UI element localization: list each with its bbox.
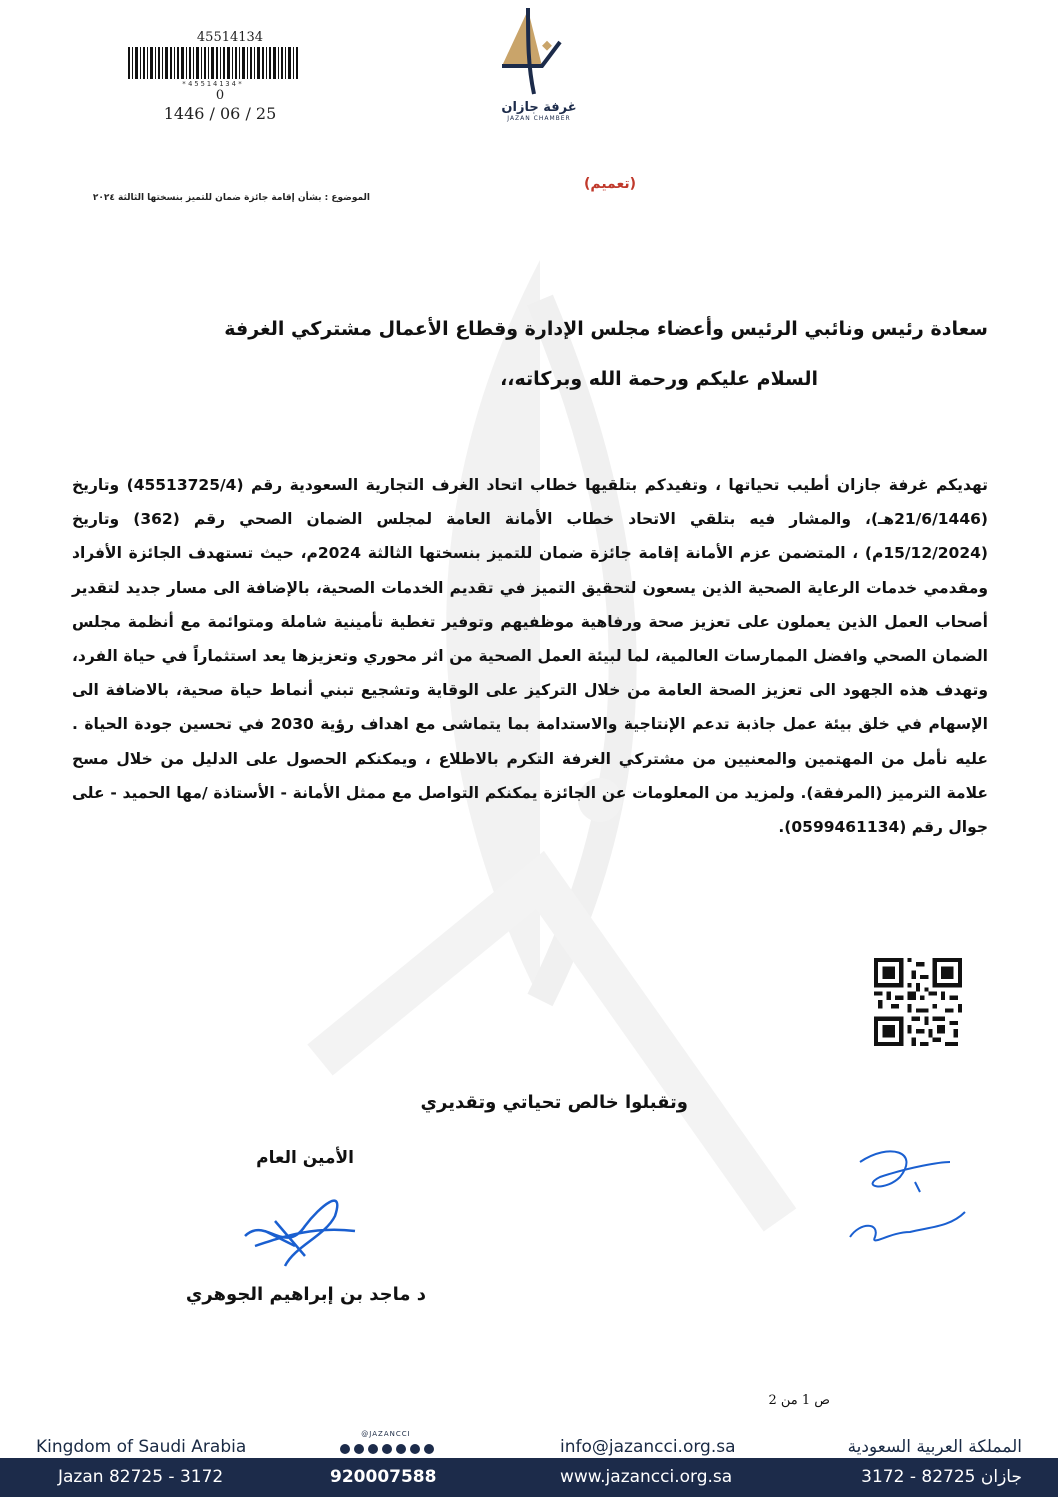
- footer-country-ar: المملكة العربية السعودية: [847, 1437, 1022, 1457]
- social-icons[interactable]: [338, 1442, 438, 1456]
- social-icon: [354, 1444, 364, 1454]
- footer-phone[interactable]: 920007588: [330, 1467, 437, 1487]
- letter-greeting: السلام عليكم ورحمة الله وبركاته،،: [500, 368, 818, 390]
- qr-code[interactable]: [874, 958, 962, 1046]
- initials-mark: [830, 1132, 980, 1262]
- hijri-date: 1446 / 06 / 25: [163, 104, 277, 123]
- logo-text-ar: غرفة جازان: [501, 100, 577, 115]
- social-icon: [424, 1444, 434, 1454]
- barcode-digits: *45514134*: [181, 80, 245, 88]
- social-icon: [410, 1444, 420, 1454]
- footer-email[interactable]: info@jazancci.org.sa: [560, 1437, 736, 1457]
- circular-label: (تعميم): [583, 176, 637, 192]
- signatory-title: الأمين العام: [256, 1148, 354, 1168]
- social-icon: [368, 1444, 378, 1454]
- letter-body: تهديكم غرفة جازان أطيب تحياتها ، وتفيدكم بتلقيها خطاب اتحاد الغرف التجارية السعودية رقم (45513725/4) وتاريخ (21/6/1446هـ)، والمشار فيه بتلقي الاتحاد خطاب الأمانة العامة لمجلس الضمان الصحي رقم (362) وتاريخ (15/12/2024م) ، المتضمن عزم الأمانة إقامة جائزة ضمان للتميز بنسختها الثالثة 2024م، حيث تستهدف الجائزة الأفراد ومقدمي خدمات الرعاية الصحية الذين يسعون لتحقيق التميز في تقديم الخدمات الصحية، بالإضافة الى مسار جديد لتقدير أصحاب العمل الذين يعملون على تعزيز صحة ورفاهية موظفيهم وتوفير تغطية تأمينية شاملة ومتوائمة مع أنظمة مجلس الضمان الصحي وافضل الممارسات العالمية، لما لبيئة العمل الصحية من اثر محوري وتعزيزها يعد استثماراً في حياة الفرد، وتهدف هذه الجهود الى تعزيز الصحة العامة من خلال التركيز على الوقاية وتشجيع تبني أنماط حياة صحية، بالاضافة الى الإسهام في خلق بيئة عمل جاذبة تدعم الإنتاجية والاستدامة بما يتماشى مع اهداف رؤية 2030 في تحسين جودة الحياة . عليه نأمل من المهتمين والمعنيين من مشتركي الغرفة التكرم بالاطلاع ، ويمكنكم الحصول على الدليل من خلال مسح علامة الترميز (المرفقة). ولمزيد من المعلومات عن الجائزة يمكنكم التواصل مع ممثل الأمانة - الأستاذة /مها الحميد - على جوال رقم (0599461134).: [72, 476, 989, 837]
- footer-address-en: Jazan 82725 - 3172: [58, 1467, 224, 1487]
- signatory-name: د ماجد بن إبراهيم الجوهري: [185, 1284, 426, 1305]
- chamber-logo-icon: [484, 2, 594, 97]
- footer-social-handle[interactable]: @JAZANCCI: [361, 1430, 411, 1438]
- social-icon: [382, 1444, 392, 1454]
- barcode-image: [128, 47, 298, 79]
- social-icon: [340, 1444, 350, 1454]
- chamber-logo: [484, 2, 594, 132]
- footer-address-ar: جازان 82725 - 3172: [861, 1467, 1022, 1487]
- page-number: ص 1 من 2: [768, 1393, 830, 1408]
- social-icon: [396, 1444, 406, 1454]
- letter-addressee: سعادة رئيس ونائبي الرئيس وأعضاء مجلس الإدارة وقطاع الأعمال مشتركي الغرفة: [224, 318, 988, 340]
- barcode-extra: 0: [215, 88, 225, 103]
- letter-subject: الموضوع : بشأن إقامة جائزة ضمان للتميز بنسختها الثالثة ٢٠٢٤: [92, 193, 370, 203]
- signature-image: [225, 1176, 385, 1276]
- letter-closing: وتقبلوا خالص تحياتي وتقديري: [420, 1092, 688, 1113]
- footer-website[interactable]: www.jazancci.org.sa: [560, 1467, 733, 1487]
- logo-text-en: JAZAN CHAMBER: [507, 115, 571, 122]
- footer-country-en: Kingdom of Saudi Arabia: [36, 1437, 247, 1457]
- barcode-number: 45514134: [196, 30, 264, 45]
